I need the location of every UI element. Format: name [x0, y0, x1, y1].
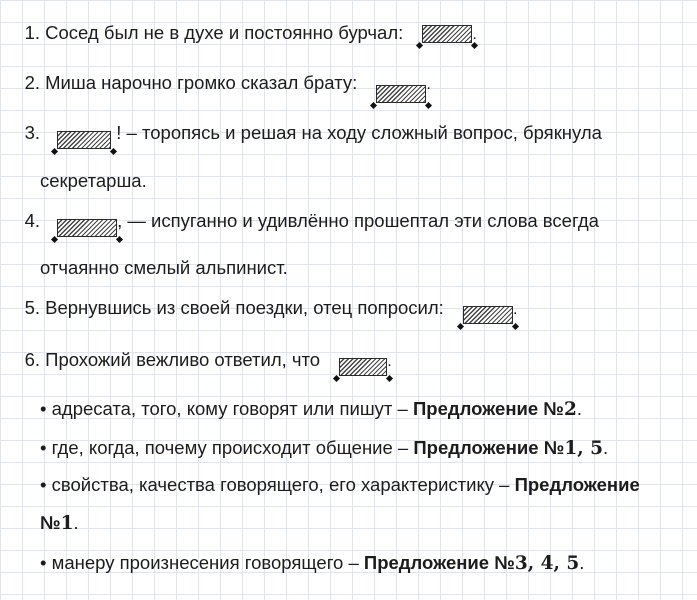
- sentence-text: , — испуганно и удивлённо прошептал эти слова всегда: [117, 210, 599, 231]
- answer-numbers: 1, 5: [564, 438, 603, 459]
- period: .: [579, 552, 585, 573]
- bullet-text: • где, когда, почему происходит общение –: [40, 437, 409, 458]
- bullet-text: • манеру произнесения говорящего –: [40, 552, 359, 573]
- sentence-text: Вернувшись из своей поездки, отец попросил:: [45, 297, 444, 318]
- answer-bullet-4: [40, 552, 584, 575]
- period: .: [387, 353, 392, 370]
- sentence-3-continuation: секретарша.: [40, 170, 147, 191]
- hatched-box-icon: [57, 219, 117, 237]
- period: .: [426, 76, 431, 93]
- bullet-text: • адресата, того, кому говорят или пишут –: [40, 398, 408, 419]
- answer-numbers: 2: [563, 399, 577, 420]
- answer-bullet-2: [40, 437, 608, 460]
- sentence-text: Сосед был не в духе и постоянно бурчал:: [45, 22, 404, 43]
- period: .: [576, 398, 582, 419]
- answer-label: Предложение: [514, 474, 640, 495]
- sentence-text: Миша нарочно громко сказал брату:: [45, 72, 358, 93]
- answer-bullet-1: [40, 398, 582, 421]
- item-number: 3.: [24, 122, 40, 143]
- sentence-1: [0, 22, 477, 46]
- hatched-box-icon: [376, 85, 426, 103]
- sentence-4: [0, 210, 599, 232]
- answer-bullet-3: [40, 474, 640, 496]
- answer-numbers: 3, 4, 5: [514, 553, 580, 574]
- sentence-5: [0, 297, 517, 321]
- hatched-box-icon: [57, 131, 111, 149]
- item-number: 5.: [24, 297, 40, 318]
- sentence-4-continuation: отчаянно смелый альпинист.: [40, 257, 288, 278]
- sentence-text: ! – торопясь и решая на ходу сложный вопрос, брякнула: [116, 122, 602, 143]
- answer-label: Предложение №: [412, 398, 564, 419]
- answer-label-cont: №: [40, 512, 61, 533]
- hatched-box-icon: [339, 358, 387, 376]
- hatched-box-icon: [422, 25, 472, 43]
- answer-numbers: 1: [60, 513, 74, 534]
- period: .: [472, 26, 477, 43]
- item-number: 4.: [24, 210, 40, 231]
- answer-label: Предложение №: [363, 552, 515, 573]
- bullet-text: • свойства, качества говорящего, его характеристику –: [40, 474, 510, 495]
- hatched-box-icon: [463, 306, 513, 324]
- period: .: [512, 301, 518, 318]
- period: .: [602, 437, 609, 458]
- period: .: [73, 512, 79, 533]
- item-number: 6.: [24, 349, 40, 370]
- item-number: 1.: [24, 22, 40, 43]
- sentence-6: [0, 349, 392, 373]
- sentence-text: Прохожий вежливо ответил, что: [45, 349, 321, 370]
- answer-bullet-3-continuation: [40, 512, 79, 535]
- item-number: 2.: [24, 72, 40, 93]
- sentence-3: [0, 122, 602, 144]
- sentence-2: [0, 72, 431, 96]
- answer-label: Предложение №: [413, 437, 565, 458]
